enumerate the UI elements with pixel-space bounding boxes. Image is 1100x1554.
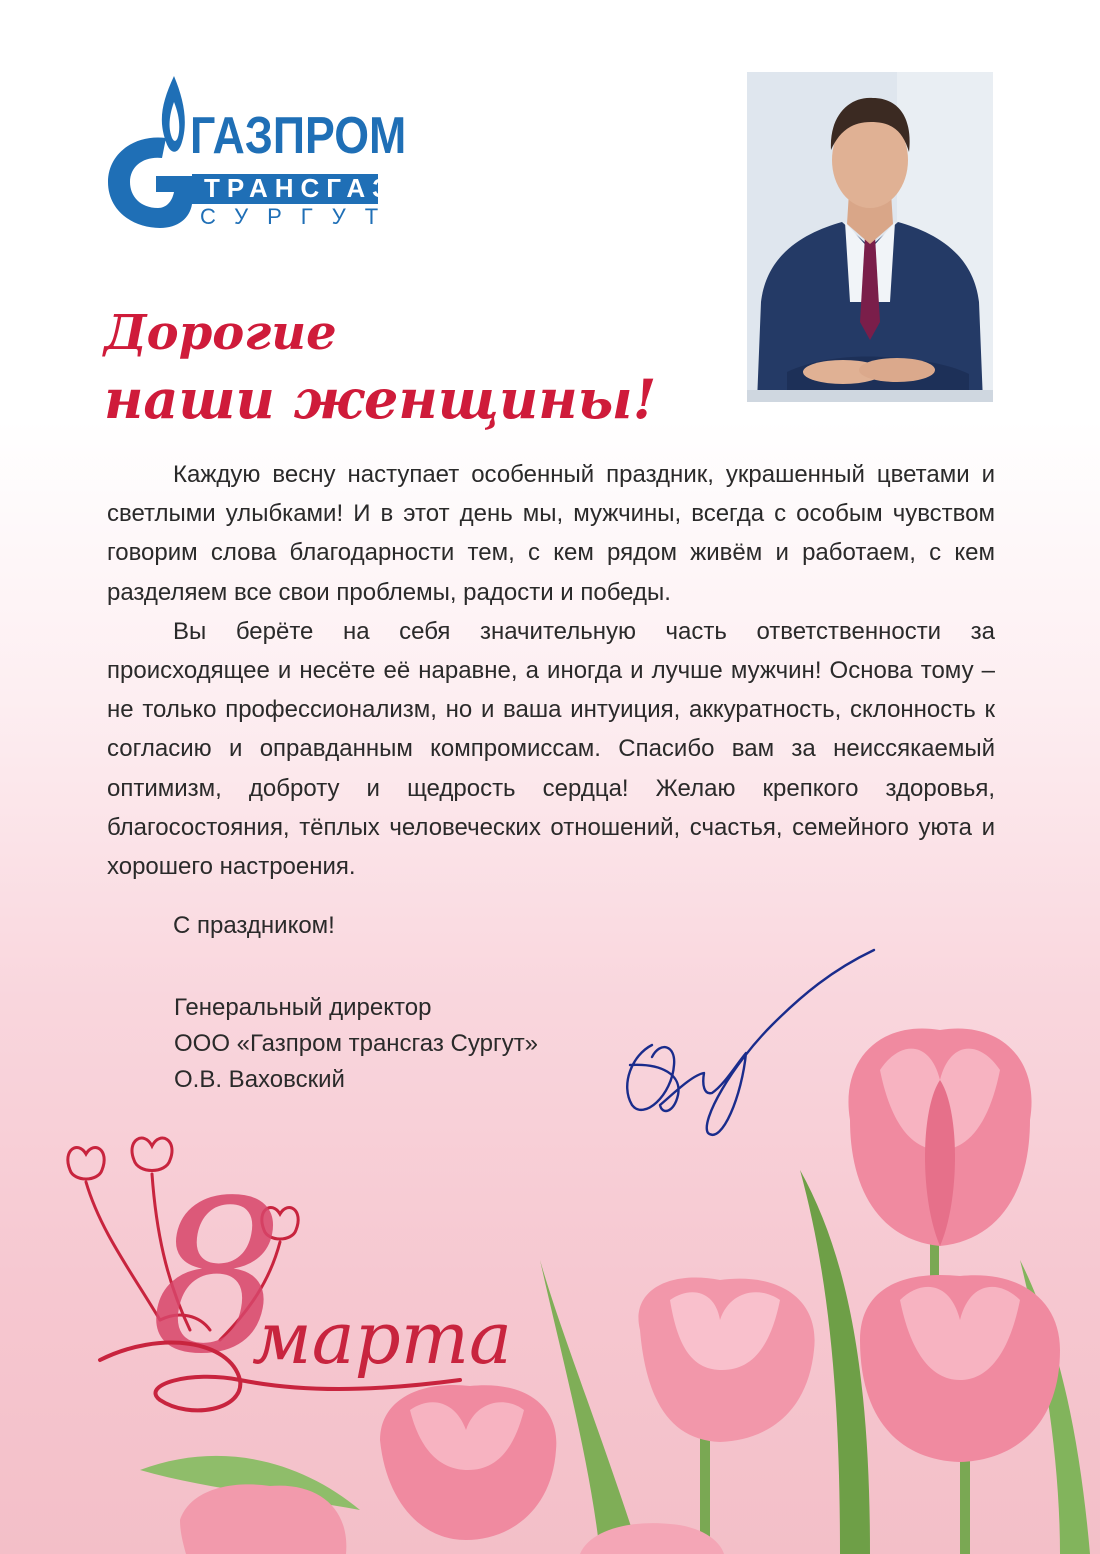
flame-logo-icon (104, 72, 204, 232)
march-8-number: 8 (150, 1155, 284, 1400)
letter-body (107, 455, 995, 886)
logo-text-surgut: СУРГУТ (200, 204, 398, 229)
march-8-ornament (40, 1130, 490, 1430)
letter-paragraph-1: Каждую весну наступает особенный праздник, украшенный цветами и светлыми улыбками! И в этот день мы, мужчины, всегда с особым чувством говорим слова благодарности тем, с кем рядом живём и работаем, с кем разделяем все свои проблемы, радости и победы. (107, 461, 995, 606)
signatory-title: Генеральный директор (174, 994, 432, 1021)
headline-line-2: наши женщины! (104, 367, 657, 431)
portrait-illustration (747, 72, 993, 402)
greeting: С праздником! (173, 912, 335, 939)
headline (104, 300, 656, 432)
company-logo (104, 72, 407, 232)
logo-text-transgaz: ТРАНСГАЗ (204, 173, 396, 203)
signatory-name: О.В. Ваховский (174, 1066, 345, 1093)
logo-text-gazprom: ГАЗПРОМ (190, 107, 407, 165)
headline-line-1: Дорогие (104, 305, 337, 361)
letter-paragraph-2: Вы берёте на себя значительную часть ответственности за происходящее и несёте её наравне, а иногда и лучше мужчин! Основа тому – не только профессионализм, но и ваша интуиция, аккуратность, склонность к согласию и оправданным компромиссам. Спасибо вам за неиссякаемый оптимизм, доброту и щедрость сердца! Желаю крепкого здоровья, благосостояния, тёплых человеческих отношений, счастья, семейного уюта и хорошего настроения. (107, 617, 995, 881)
signatory-company: ООО «Газпром трансгаз Сургут» (174, 1030, 539, 1057)
director-portrait (747, 72, 993, 402)
march-8-emblem (40, 1130, 512, 1430)
march-word: марта (252, 1296, 512, 1380)
